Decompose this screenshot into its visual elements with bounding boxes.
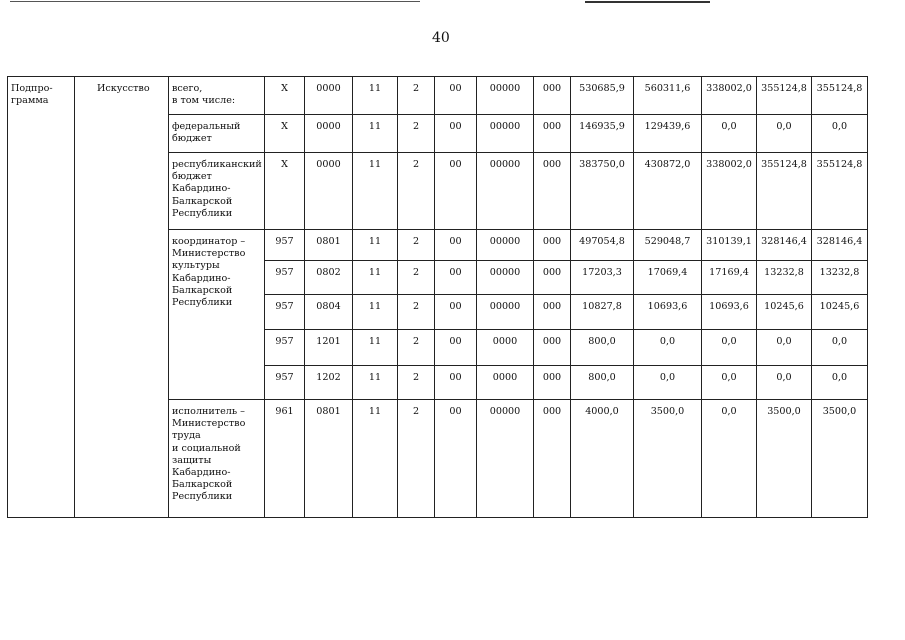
table-cell: 1201 [305,330,353,366]
table-cell: 560311,6 [634,77,702,115]
table-cell: 11 [353,77,398,115]
table-cell: 0,0 [757,366,812,400]
table-cell: 000 [534,261,571,295]
table-cell: 328146,4 [757,230,812,261]
table-cell: 11 [353,153,398,230]
table-cell: 00000 [477,400,534,518]
table-cell: 800,0 [571,366,634,400]
table-cell: 11 [353,330,398,366]
table-cell: 00 [435,115,477,153]
table-cell: 0000 [305,77,353,115]
table-cell: 2 [398,77,435,115]
table-cell: 0801 [305,230,353,261]
table-cell: 957 [265,295,305,330]
page-number: 40 [432,30,450,46]
executor-label-cell: исполнитель – Министерство труда и социальной защиты Кабардино- Балкарской Республики [169,400,265,518]
table-cell: 3500,0 [634,400,702,518]
table-cell: 4000,0 [571,400,634,518]
table-cell: 0,0 [702,366,757,400]
table-cell: 0,0 [702,330,757,366]
table-cell: 2 [398,115,435,153]
table-cell: 0000 [305,115,353,153]
table-cell: 529048,7 [634,230,702,261]
table-cell: 0804 [305,295,353,330]
table-cell: 383750,0 [571,153,634,230]
table-cell: 00 [435,400,477,518]
header-mark [585,1,710,3]
table-cell: 10693,6 [702,295,757,330]
table-cell: 0,0 [757,115,812,153]
table-cell: 11 [353,295,398,330]
table-cell: 328146,4 [812,230,868,261]
table-cell: 17203,3 [571,261,634,295]
table-cell: 2 [398,295,435,330]
table-cell: 338002,0 [702,153,757,230]
table-cell: 00 [435,77,477,115]
table-cell: 0,0 [702,400,757,518]
row-label-cell: республиканский бюджет Кабардино- Балкарской Республики [169,153,265,230]
table-cell: 10693,6 [634,295,702,330]
table-cell: 0000 [477,330,534,366]
table-cell: 0,0 [812,115,868,153]
table-cell: 10245,6 [757,295,812,330]
table-cell: 000 [534,366,571,400]
table-cell: 10827,8 [571,295,634,330]
row-label-cell: всего, в том числе: [169,77,265,115]
header-rule [10,1,420,2]
table-cell: 00 [435,261,477,295]
table-cell: 17169,4 [702,261,757,295]
table-cell: 13232,8 [757,261,812,295]
table-cell: X [265,115,305,153]
table-cell: 0,0 [812,366,868,400]
table-cell: 355124,8 [812,153,868,230]
table-cell: 355124,8 [757,153,812,230]
table-cell: 00000 [477,261,534,295]
table-cell: 000 [534,77,571,115]
table-cell: 00000 [477,115,534,153]
table-cell: 2 [398,330,435,366]
table-cell: 129439,6 [634,115,702,153]
row-label-cell: федеральный бюджет [169,115,265,153]
table-cell: 00 [435,366,477,400]
table-cell: 0000 [477,366,534,400]
table-cell: 0000 [305,153,353,230]
table-cell: X [265,153,305,230]
table-body [8,77,868,518]
table-cell: 957 [265,261,305,295]
table-cell: 2 [398,230,435,261]
table-cell: 000 [534,400,571,518]
table-cell: 17069,4 [634,261,702,295]
table-cell: 0,0 [812,330,868,366]
table-cell: 2 [398,400,435,518]
table-cell: 11 [353,115,398,153]
table-cell: 2 [398,366,435,400]
table-cell: 0,0 [634,330,702,366]
table-cell: 00000 [477,295,534,330]
budget-table [7,76,868,518]
table-cell: 497054,8 [571,230,634,261]
table-cell: 355124,8 [812,77,868,115]
table-cell: 3500,0 [812,400,868,518]
table-cell: 00000 [477,230,534,261]
table-cell: 00000 [477,77,534,115]
table-cell: 0,0 [757,330,812,366]
subprogram-name-cell: Искусство [75,77,169,518]
table-cell: 0,0 [634,366,702,400]
table-cell: 2 [398,261,435,295]
table-cell: 355124,8 [757,77,812,115]
table-cell: 000 [534,115,571,153]
table-row [8,77,868,115]
table-cell: 10245,6 [812,295,868,330]
table-cell: 338002,0 [702,77,757,115]
table-cell: 146935,9 [571,115,634,153]
table-cell: 000 [534,295,571,330]
table-cell: 957 [265,366,305,400]
table-cell: 0801 [305,400,353,518]
table-cell: 800,0 [571,330,634,366]
table-cell: 530685,9 [571,77,634,115]
table-cell: 430872,0 [634,153,702,230]
table-cell: 000 [534,153,571,230]
table-cell: 13232,8 [812,261,868,295]
coordinator-label-cell: координатор – Министерство культуры Кабардино- Балкарской Республики [169,230,265,400]
table-cell: 00 [435,153,477,230]
table-cell: X [265,77,305,115]
table-cell: 957 [265,230,305,261]
table-cell: 11 [353,230,398,261]
table-cell: 1202 [305,366,353,400]
table-cell: 0802 [305,261,353,295]
table-cell: 00 [435,230,477,261]
table-cell: 00 [435,295,477,330]
subprogram-type-cell: Подпро- грамма [8,77,75,518]
table-cell: 000 [534,230,571,261]
table-cell: 0,0 [702,115,757,153]
table-cell: 2 [398,153,435,230]
table-cell: 3500,0 [757,400,812,518]
table-cell: 961 [265,400,305,518]
table-cell: 957 [265,330,305,366]
table-cell: 310139,1 [702,230,757,261]
table-cell: 11 [353,366,398,400]
table-cell: 11 [353,261,398,295]
table-cell: 00 [435,330,477,366]
table-cell: 00000 [477,153,534,230]
table-cell: 11 [353,400,398,518]
table-cell: 000 [534,330,571,366]
